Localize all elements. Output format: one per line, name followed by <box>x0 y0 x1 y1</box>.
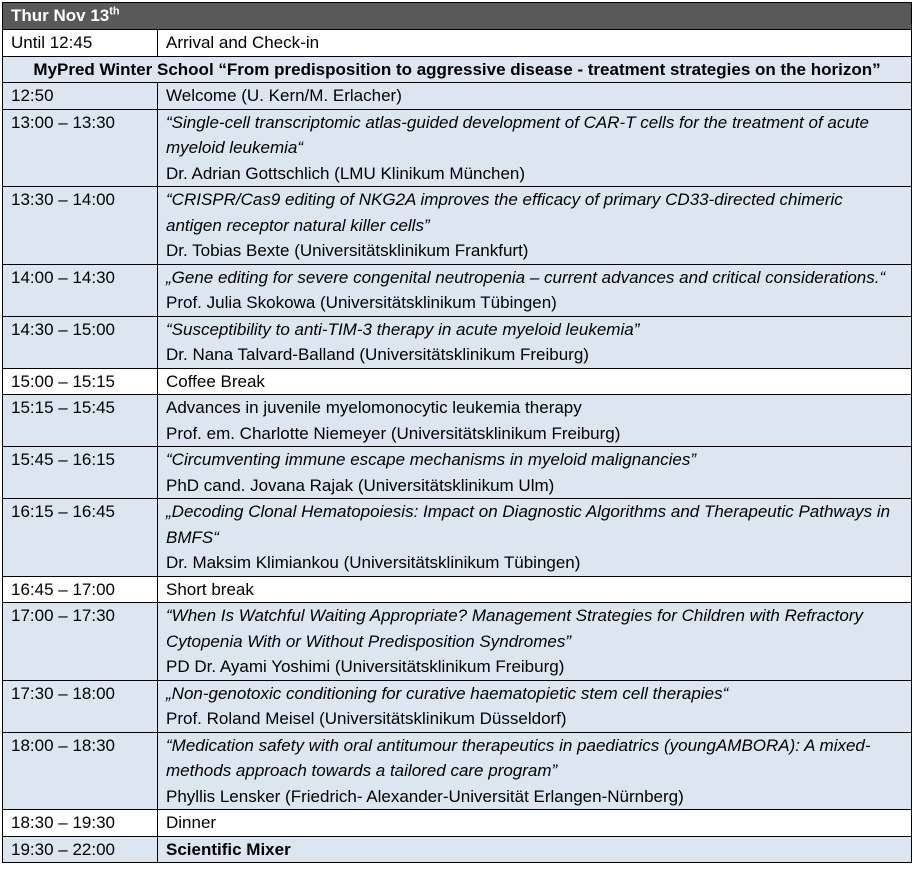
session-title: Advances in juvenile myelomonocytic leukemia therapy <box>166 398 582 417</box>
session-time: 14:30 – 15:00 <box>3 316 158 368</box>
session-speaker: Dr. Maksim Klimiankou (Universitätsklinikum Tübingen) <box>166 553 581 572</box>
session-time: 15:45 – 16:15 <box>3 447 158 499</box>
session-time: 18:30 – 19:30 <box>3 810 158 837</box>
session-title: Welcome (U. Kern/M. Erlacher) <box>166 86 402 105</box>
session-content <box>158 680 912 732</box>
session-content <box>158 732 912 810</box>
session-content <box>158 576 912 603</box>
session-title: Short break <box>166 579 254 599</box>
session-time: 13:00 – 13:30 <box>3 109 158 187</box>
session-content <box>158 447 912 499</box>
session-speaker: Prof. em. Charlotte Niemeyer (Universitätsklinikum Freiburg) <box>166 423 621 443</box>
session-content <box>158 368 912 395</box>
schedule-row <box>3 395 912 447</box>
session-title: Dinner <box>166 813 217 832</box>
session-content <box>158 836 912 863</box>
session-time: 16:45 – 17:00 <box>3 576 158 603</box>
schedule-row <box>3 810 912 837</box>
session-time: 15:15 – 15:45 <box>3 395 158 447</box>
schedule-row <box>3 499 912 577</box>
session-title: “Circumventing immune escape mechanisms in myeloid malignancies” <box>166 450 697 469</box>
schedule-row <box>3 264 912 316</box>
session-speaker: PhD cand. Jovana Rajak (Universitätsklinikum Ulm) <box>166 475 555 495</box>
day-header-cell <box>3 3 912 30</box>
schedule-row <box>3 187 912 265</box>
schedule-row <box>3 83 912 110</box>
session-title: „Decoding Clonal Hematopoiesis: Impact on Diagnostic Algorithms and Therapeutic Pathways in BMFS“ <box>166 502 891 547</box>
schedule-body <box>3 3 912 863</box>
session-content <box>158 109 912 187</box>
session-content <box>158 264 912 316</box>
session-title: Scientific Mixer <box>166 839 291 859</box>
school-title-row <box>3 56 912 83</box>
session-content <box>158 187 912 265</box>
session-speaker: Dr. Nana Talvard-Balland (Universitätsklinikum Freiburg) <box>166 345 589 364</box>
session-time: 19:30 – 22:00 <box>3 836 158 863</box>
session-speaker: PD Dr. Ayami Yoshimi (Universitätsklinikum Freiburg) <box>166 657 565 676</box>
session-content <box>158 316 912 368</box>
session-content <box>158 499 912 577</box>
session-time: 13:30 – 14:00 <box>3 187 158 265</box>
schedule-row <box>3 368 912 395</box>
session-content <box>158 810 912 837</box>
schedule-row <box>3 732 912 810</box>
session-time: 14:00 – 14:30 <box>3 264 158 316</box>
session-title: “Medication safety with oral antitumour therapeutics in paediatrics (youngAMBORA): A mixed-methods approach towards a tailored care program” <box>166 735 871 780</box>
session-time: 15:00 – 15:15 <box>3 368 158 395</box>
session-title: “When Is Watchful Waiting Appropriate? Management Strategies for Children with Refractory Cytopenia With or Without Predisposition Syndromes” <box>166 606 863 651</box>
session-speaker: Dr. Adrian Gottschlich (LMU Klinikum München) <box>166 163 526 183</box>
schedule-table <box>2 2 912 863</box>
arrival-label: Arrival and Check-in <box>158 30 912 57</box>
session-time: 17:00 – 17:30 <box>3 603 158 681</box>
session-title: “Susceptibility to anti-TIM-3 therapy in acute myeloid leukemia” <box>166 319 640 339</box>
session-time: 12:50 <box>3 83 158 110</box>
session-content <box>158 603 912 681</box>
session-time: 18:00 – 18:30 <box>3 732 158 810</box>
schedule-row <box>3 576 912 603</box>
session-time: 17:30 – 18:00 <box>3 680 158 732</box>
session-title: “Single-cell transcriptomic atlas-guided development of CAR-T cells for the treatment of acute myeloid leukemia“ <box>166 112 869 157</box>
schedule-row <box>3 316 912 368</box>
schedule-row <box>3 680 912 732</box>
session-speaker: Prof. Roland Meisel (Universitätsklinikum Düsseldorf) <box>166 709 567 728</box>
day-header-row <box>3 3 912 30</box>
session-speaker: Prof. Julia Skokowa (Universitätsklinikum Tübingen) <box>166 293 557 312</box>
schedule-row <box>3 109 912 187</box>
day-label: Thur Nov 13 <box>11 6 110 25</box>
arrival-row <box>3 30 912 57</box>
session-title: „Gene editing for severe congenital neutropenia – current advances and critical considerations.“ <box>166 267 886 287</box>
session-speaker: Phyllis Lensker (Friedrich- Alexander-Universität Erlangen-Nürnberg) <box>166 786 684 806</box>
session-content <box>158 83 912 110</box>
session-title: „Non-genotoxic conditioning for curative haematopietic stem cell therapies“ <box>166 683 729 703</box>
schedule-row <box>3 603 912 681</box>
arrival-time: Until 12:45 <box>3 30 158 57</box>
school-title: MyPred Winter School “From predisposition to aggressive disease - treatment strategies on the horizon” <box>3 56 912 83</box>
session-title: “CRISPR/Cas9 editing of NKG2A improves the efficacy of primary CD33-directed chimeric antigen receptor natural killer cells” <box>166 190 843 235</box>
session-speaker: Dr. Tobias Bexte (Universitätsklinikum Frankfurt) <box>166 241 529 260</box>
session-content <box>158 395 912 447</box>
day-suffix: th <box>109 5 120 18</box>
session-time: 16:15 – 16:45 <box>3 499 158 577</box>
schedule-row <box>3 447 912 499</box>
schedule-row <box>3 836 912 863</box>
session-title: Coffee Break <box>166 371 265 391</box>
